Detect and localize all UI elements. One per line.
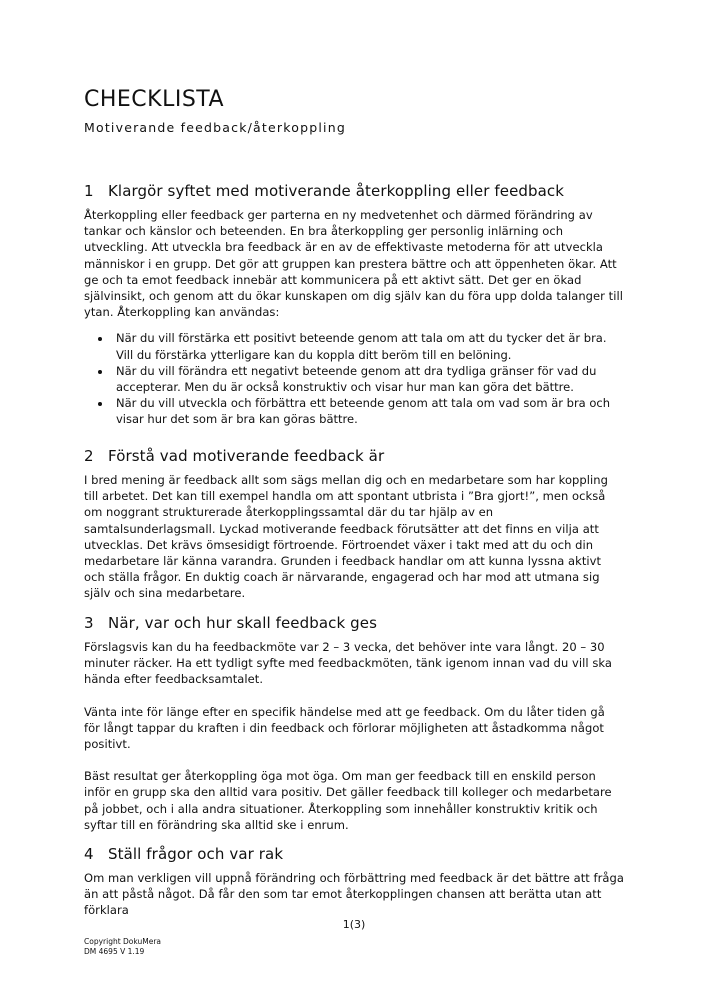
section-paragraph: Om man verkligen vill uppnå förändring och förbättring med feedback är det bättre att fråga än att påstå något. Då får den som tar emot återkopplingen chansen att berätta utan att förklara (84, 871, 624, 918)
bullet-list (84, 330, 624, 427)
document-title: CHECKLISTA (84, 87, 225, 112)
section-paragraph: Vänta inte för länge efter en specifik händelse med att ge feedback. Om du låter tiden gå för långt tappar du kraften i din feedback och förlorar möjligheten att åstadkomma något positivt. (84, 704, 605, 752)
section-2 (84, 447, 624, 602)
section-paragraph: Återkoppling eller feedback ger parterna en ny medvetenhet och därmed förändring av tankar och känslor och beteenden. En bra återkoppling ger personlig inlärning och utveckling. Att utveckla bra feedback är en av de effektivaste metoderna för att utveckla människor i en grupp. Det gör att gruppen kan prestera bättre och att öppenheten ökar. Att ge och ta emot feedback innebär att kommunicera på ett aktivt sätt. Det ger en ökad självinsikt, och genom att du ökar kunskapen om dig själv kan du föra upp dolda talanger till ytan. Återkoppling kan användas: (84, 208, 623, 320)
section-number: 3 (84, 614, 94, 632)
section-number: 4 (84, 845, 94, 863)
section-1 (84, 182, 624, 428)
section-heading (84, 447, 624, 465)
footer-copyright: Copyright DokuMera (84, 937, 162, 946)
document-subtitle: Motiverande feedback/återkoppling (84, 120, 346, 135)
section-title: Klargör syftet med motiverande återkoppling eller feedback (108, 182, 565, 200)
section-number: 1 (84, 182, 94, 200)
list-item: • När du vill förändra ett negativt beteende genom att dra tydliga gränser för vad du accepterar. Men du är också konstruktiv och visar hur man kan göra det bättre. (112, 363, 624, 395)
section-4 (84, 845, 624, 919)
section-3 (84, 614, 624, 833)
section-heading (84, 845, 624, 863)
page-number: 1(3) (342, 918, 366, 931)
section-number: 2 (84, 447, 94, 465)
list-item: • När du vill förstärka ett positivt beteende genom att tala om att du tycker det är bra. Vill du förstärka ytterligare kan du koppla ditt beröm till en belöning. (112, 330, 624, 362)
section-title: Förstå vad motiverande feedback är (108, 447, 385, 465)
section-paragraph: I bred mening är feedback allt som sägs mellan dig och en medarbetare som har koppling till arbetet. Det kan till exempel handla om att spontant utbrista i ”Bra gjort!”, men också om noggrant strukturerade återkopplingssamtal där du tar hjälp av en samtalsunderlagsmall. Lyckad motiverande feedback förutsätter att det finns en vilja att utvecklas. Det krävs ömsesidigt förtroende. Förtroendet växer i takt med att du och din medarbetare lär känna varandra. Grunden i feedback handlar om att kunna lyssna aktivt och ställa frågor. En duktig coach är närvarande, engagerad och har mod att utmana sig själv och sina medarbetare. (84, 473, 608, 601)
section-heading (84, 614, 624, 632)
section-paragraph: Förslagsvis kan du ha feedbackmöte var 2 – 3 vecka, det behöver inte vara långt. 20 – 30 minuter räcker. Ha ett tydligt syfte med feedbackmöten, tänk igenom innan vad du vill ska hända efter feedbacksamtalet. (84, 640, 613, 687)
footer (84, 937, 161, 957)
section-paragraph: Bäst resultat ger återkoppling öga mot öga. Om man ger feedback till en enskild person inför en grupp ska den alltid vara positiv. Det gäller feedback till kolleger och medarbetare på jobbet, och i alla andra situationer. Återkoppling som innehåller konstruktiv kritik och syftar till en förändring ska alltid ske i enrum. (84, 769, 612, 832)
footer-doc-id: DM 4695 V 1.19 (84, 947, 145, 956)
section-title: När, var och hur skall feedback ges (108, 614, 378, 632)
list-item: • När du vill utveckla och förbättra ett beteende genom att tala om vad som är bra och visar hur det som är bra kan göras bättre. (112, 395, 624, 427)
section-heading (84, 182, 624, 200)
section-title: Ställ frågor och var rak (108, 845, 284, 863)
